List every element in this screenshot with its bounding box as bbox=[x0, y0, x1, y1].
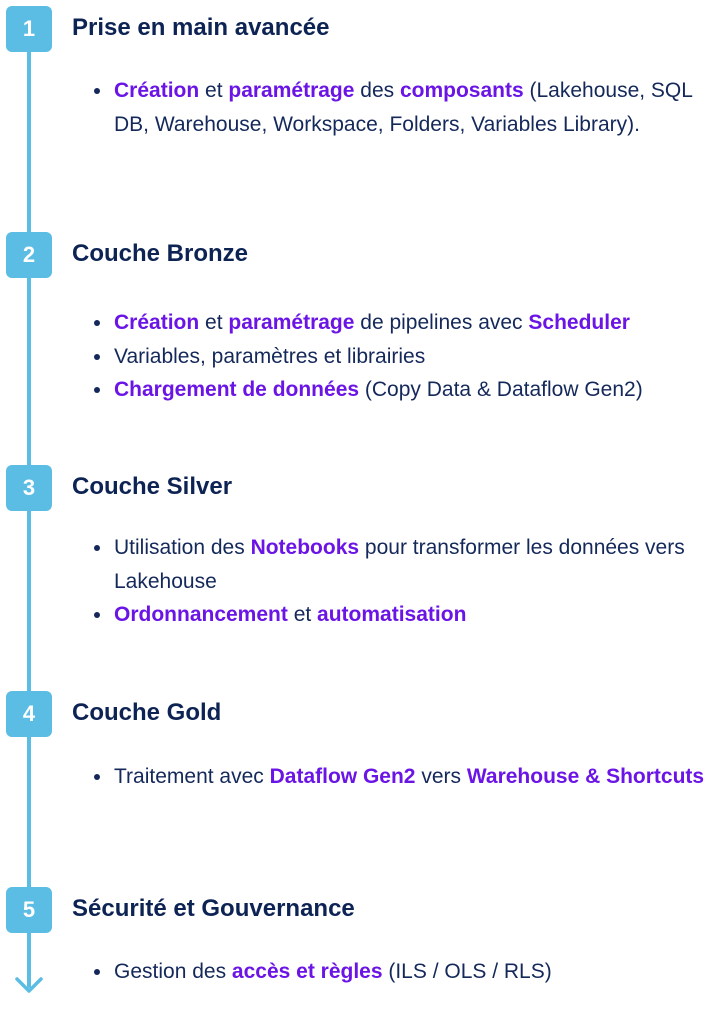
highlighted-text: Dataflow Gen2 bbox=[269, 765, 416, 788]
highlighted-text: Création bbox=[114, 311, 200, 334]
bullet-list bbox=[92, 531, 712, 632]
step-number-badge: 1 bbox=[6, 6, 52, 52]
bullet-text: Gestion des bbox=[114, 960, 232, 983]
step-number-badge: 2 bbox=[6, 232, 52, 278]
highlighted-text: composants bbox=[399, 79, 524, 102]
highlighted-text: Ordonnancement bbox=[114, 603, 288, 626]
bullet-text: (ILS / OLS / RLS) bbox=[382, 960, 552, 983]
step-number-badge: 5 bbox=[6, 887, 52, 933]
step-title: Prise en main avancée bbox=[72, 14, 330, 41]
highlighted-text: automatisation bbox=[317, 603, 467, 626]
bullet-item bbox=[92, 306, 712, 340]
bullet-item bbox=[92, 760, 712, 794]
bullet-text: et bbox=[199, 79, 229, 102]
step-number-badge: 3 bbox=[6, 465, 52, 511]
highlighted-text: Création bbox=[114, 79, 200, 102]
bullet-list bbox=[92, 760, 712, 794]
highlighted-text: Notebooks bbox=[250, 536, 360, 559]
highlighted-text: paramétrage bbox=[228, 79, 355, 102]
bullet-text: vers bbox=[415, 765, 467, 788]
step-title: Couche Silver bbox=[72, 473, 233, 500]
highlighted-text: Scheduler bbox=[528, 311, 630, 334]
highlighted-text: Warehouse & Shortcuts bbox=[466, 765, 705, 788]
bullet-text: (Copy Data & Dataflow Gen2) bbox=[359, 378, 643, 401]
bullet-item bbox=[92, 955, 712, 989]
bullet-text: et bbox=[199, 311, 229, 334]
bullet-text: pour transformer les données vers Lakehouse bbox=[114, 536, 685, 593]
bullet-item bbox=[92, 74, 712, 141]
highlighted-text: accès et règles bbox=[231, 960, 383, 983]
bullet-item bbox=[92, 340, 712, 374]
bullet-list bbox=[92, 74, 712, 141]
bullet-item bbox=[92, 531, 712, 598]
bullet-text: Traitement avec bbox=[114, 765, 270, 788]
bullet-list bbox=[92, 955, 712, 989]
step-title: Couche Gold bbox=[72, 699, 222, 726]
bullet-item bbox=[92, 598, 712, 632]
highlighted-text: paramétrage bbox=[228, 311, 355, 334]
chevron-down-icon bbox=[14, 974, 44, 996]
bullet-list bbox=[92, 306, 712, 407]
bullet-text: et bbox=[287, 603, 318, 626]
bullet-text: de pipelines avec bbox=[354, 311, 529, 334]
bullet-text: des bbox=[354, 79, 400, 102]
bullet-text: Variables, paramètres et librairies bbox=[114, 344, 426, 368]
bullet-item bbox=[92, 373, 712, 407]
highlighted-text: Chargement de données bbox=[114, 378, 360, 401]
step-title: Couche Bronze bbox=[72, 240, 249, 267]
step-title: Sécurité et Gouvernance bbox=[72, 895, 355, 922]
step-number-badge: 4 bbox=[6, 691, 52, 737]
bullet-text: Utilisation des bbox=[114, 536, 251, 559]
bullet-text: (Lakehouse, SQL DB, Warehouse, Workspace, Folders, Variables Library). bbox=[114, 79, 693, 136]
